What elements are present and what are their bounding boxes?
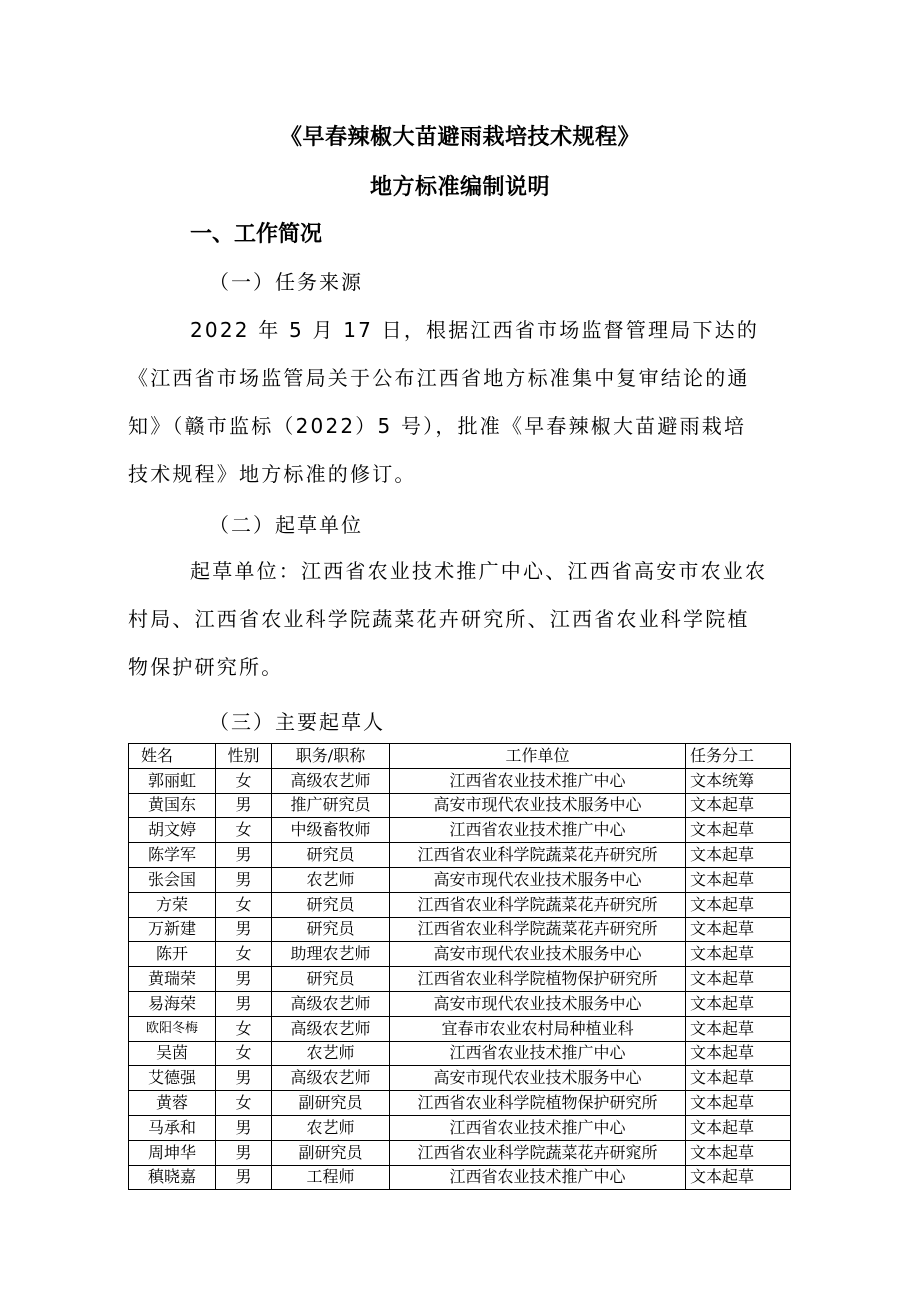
cell-title: 农艺师 [272, 867, 390, 892]
cell-gender: 男 [216, 917, 272, 942]
table-row [129, 892, 791, 917]
table-row [129, 768, 791, 793]
cell-unit: 江西省农业科学院蔬菜花卉研究所 [390, 843, 686, 868]
cell-unit: 江西省农业科学院植物保护研究所 [390, 1091, 686, 1116]
cell-unit: 江西省农业科学院蔬菜花卉研窕所 [390, 1140, 686, 1165]
cell-task: 文本起草 [686, 1091, 791, 1116]
cell-title: 高级农艺师 [272, 1066, 390, 1091]
cell-unit: 高安市现代农业技术服务中心 [390, 793, 686, 818]
cell-title: 研究员 [272, 967, 390, 992]
cell-unit: 江西省农业科学院蔬菜花卉研究所 [390, 892, 686, 917]
cell-title: 中级畜牧师 [272, 818, 390, 843]
cell-task: 文本起草 [686, 1140, 791, 1165]
paragraph-line: 《江西省市场监管局关于公布江西省地方标准集中复审结论的通 [128, 366, 750, 390]
cell-title: 高级农艺师 [272, 768, 390, 793]
cell-title: 推广研究员 [272, 793, 390, 818]
cell-unit: 江西省农业科学院植物保护研究所 [390, 967, 686, 992]
table-row [129, 942, 791, 967]
cell-gender: 男 [216, 1066, 272, 1091]
cell-title: 农艺师 [272, 1041, 390, 1066]
cell-gender: 女 [216, 818, 272, 843]
table-row [129, 793, 791, 818]
table-row [129, 843, 791, 868]
cell-name: 黄蓉 [129, 1091, 216, 1116]
header-unit: 工作单位 [390, 744, 686, 769]
cell-gender: 男 [216, 1115, 272, 1140]
table-row [129, 1016, 791, 1041]
cell-title: 研究员 [272, 917, 390, 942]
table-header-row [129, 744, 791, 769]
document-title: 《早春辣椒大苗避雨栽培技术规程》 [279, 125, 640, 150]
table-row [129, 1140, 791, 1165]
cell-gender: 男 [216, 1165, 272, 1190]
cell-task: 文本起草 [686, 1016, 791, 1041]
table-row [129, 1091, 791, 1116]
cell-name: 方荣 [129, 892, 216, 917]
cell-task: 文本起草 [686, 942, 791, 967]
cell-unit: 江西省农业技术推广中心 [390, 1115, 686, 1140]
cell-title: 助理农艺师 [272, 942, 390, 967]
cell-title: 研究员 [272, 892, 390, 917]
cell-name: 黄国东 [129, 793, 216, 818]
cell-name: 易海荣 [129, 991, 216, 1016]
table-row [129, 1041, 791, 1066]
header-task: 任务分工 [686, 744, 791, 769]
cell-gender: 女 [216, 1091, 272, 1116]
cell-task: 文本起草 [686, 1041, 791, 1066]
cell-title: 副研究员 [272, 1140, 390, 1165]
paragraph-line: 物保护研究所。 [128, 655, 284, 679]
table-row [129, 991, 791, 1016]
cell-gender: 女 [216, 1041, 272, 1066]
cell-name: 稹晓嘉 [129, 1165, 216, 1190]
cell-title: 高级农艺师 [272, 1016, 390, 1041]
cell-unit: 江西省农业技术推广中心 [390, 1165, 686, 1190]
cell-unit: 江西省农业技术推广中心 [390, 1041, 686, 1066]
header-gender: 性别 [216, 744, 272, 769]
cell-name: 马承和 [129, 1115, 216, 1140]
drafters-table [128, 743, 791, 1190]
subsection-heading: （三）主要起草人 [209, 710, 385, 734]
cell-task: 文本起草 [686, 843, 791, 868]
cell-title: 农艺师 [272, 1115, 390, 1140]
cell-name: 欧阳冬梅 [129, 1016, 216, 1041]
table-row [129, 1115, 791, 1140]
cell-task: 文本起草 [686, 818, 791, 843]
cell-title: 高级农艺师 [272, 991, 390, 1016]
cell-name: 周坤华 [129, 1140, 216, 1165]
cell-name: 黄瑞荣 [129, 967, 216, 992]
cell-gender: 男 [216, 967, 272, 992]
section-heading: 一、工作简况 [190, 222, 323, 247]
cell-task: 文本起草 [686, 917, 791, 942]
table-row [129, 1165, 791, 1190]
cell-unit: 高安市现代农业技术服务中心 [390, 867, 686, 892]
cell-unit: 高安市现代农业技术服务中心 [390, 1066, 686, 1091]
paragraph-line: 知》（赣市监标（2022）5 号），批准《早春辣椒大苗避雨栽培 [128, 414, 747, 438]
header-title: 职务/职称 [272, 744, 390, 769]
cell-name: 陈学军 [129, 843, 216, 868]
cell-title: 副研究员 [272, 1091, 390, 1116]
cell-gender: 男 [216, 843, 272, 868]
header-name: 姓名 [129, 744, 216, 769]
table-row [129, 1066, 791, 1091]
cell-task: 文本起草 [686, 892, 791, 917]
cell-task: 文本起草 [686, 1115, 791, 1140]
paragraph-line: 2022 年 5 月 17 日，根据江西省市场监督管理局下达的 [190, 318, 760, 342]
cell-task: 文本起草 [686, 867, 791, 892]
cell-name: 郭丽虹 [129, 768, 216, 793]
cell-gender: 男 [216, 991, 272, 1016]
cell-task: 文本起草 [686, 793, 791, 818]
cell-gender: 女 [216, 1016, 272, 1041]
cell-name: 吴茵 [129, 1041, 216, 1066]
cell-unit: 江西省农业科学院蔬菜花卉研究所 [390, 917, 686, 942]
cell-unit: 高安市现代农业技术服务中心 [390, 942, 686, 967]
cell-task: 文本起草 [686, 1165, 791, 1190]
paragraph-line: 村局、江西省农业科学院蔬菜花卉研究所、江西省农业科学院植 [128, 607, 750, 631]
paragraph-line: 技术规程》地方标准的修订。 [128, 462, 417, 486]
cell-gender: 男 [216, 1140, 272, 1165]
cell-title: 工程师 [272, 1165, 390, 1190]
cell-unit: 高安市现代农业技术服务中心 [390, 991, 686, 1016]
cell-task: 文本起草 [686, 1066, 791, 1091]
cell-gender: 男 [216, 867, 272, 892]
table-row [129, 818, 791, 843]
cell-unit: 江西省农业技术推广中心 [390, 768, 686, 793]
cell-name: 万新建 [129, 917, 216, 942]
table-row [129, 917, 791, 942]
cell-gender: 男 [216, 793, 272, 818]
cell-task: 文本起草 [686, 967, 791, 992]
cell-gender: 女 [216, 892, 272, 917]
cell-name: 艾德强 [129, 1066, 216, 1091]
cell-task: 文本统筹 [686, 768, 791, 793]
table-row [129, 867, 791, 892]
subsection-heading: （一）任务来源 [209, 270, 363, 294]
cell-gender: 女 [216, 768, 272, 793]
subsection-heading: （二）起草单位 [209, 513, 363, 537]
cell-unit: 宜春市农业农村局种植业科 [390, 1016, 686, 1041]
table-row [129, 967, 791, 992]
cell-name: 陈开 [129, 942, 216, 967]
cell-title: 研究员 [272, 843, 390, 868]
cell-task: 文本起草 [686, 991, 791, 1016]
cell-name: 张会国 [129, 867, 216, 892]
cell-name: 胡文婷 [129, 818, 216, 843]
document-subtitle: 地方标准编制说明 [369, 175, 550, 200]
cell-gender: 女 [216, 942, 272, 967]
paragraph-line: 起草单位：江西省农业技术推广中心、江西省高安市农业农 [190, 559, 768, 583]
cell-unit: 江西省农业技术推广中心 [390, 818, 686, 843]
